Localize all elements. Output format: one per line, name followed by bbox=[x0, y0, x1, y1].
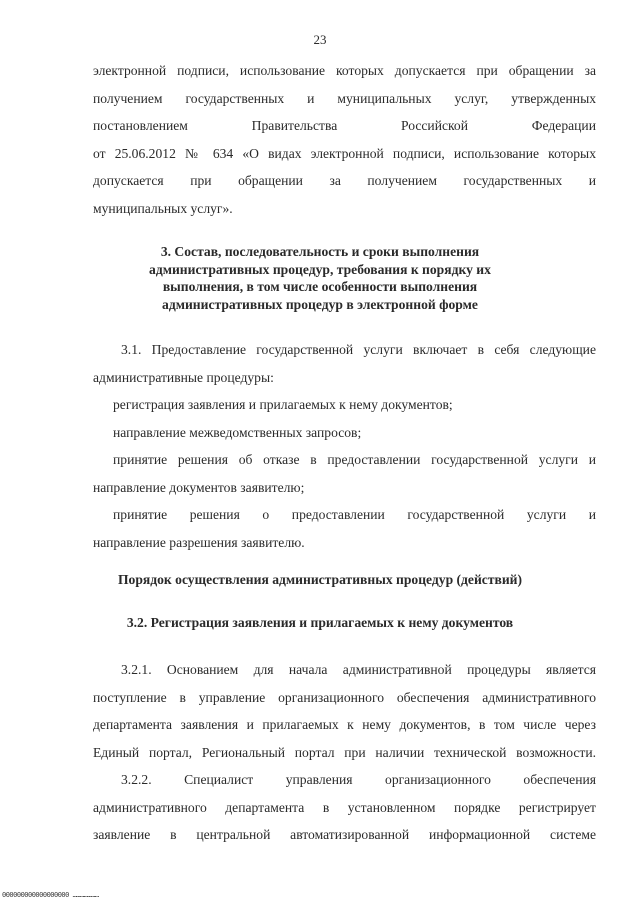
section-3-heading-line: 3. Состав, последовательность и сроки выполнения bbox=[160, 244, 480, 259]
list-item-continuation: направление разрешения заявителю. bbox=[93, 534, 305, 550]
clause-3-1 bbox=[93, 336, 596, 556]
scan-footer-mark: 000000000000000000 ………………… bbox=[2, 891, 99, 899]
intro-line: муниципальных услуг». bbox=[93, 200, 233, 216]
clause-line: 3.1. Предоставление государственной услуги включает в себя следующие bbox=[121, 342, 596, 357]
subsection-3-2-heading bbox=[0, 614, 640, 632]
clause-line: 3.2.1. Основанием для начала административной процедуры является bbox=[121, 662, 596, 677]
intro-line: постановлением Правительства Российской Федерации bbox=[93, 118, 596, 133]
clause-line: административные процедуры: bbox=[93, 369, 274, 385]
list-item-continuation: направление документов заявителю; bbox=[93, 479, 305, 495]
page-number: 23 bbox=[313, 32, 327, 47]
intro-line: от 25.06.2012 № 634 «О видах электронной подписи, использование которых bbox=[93, 145, 596, 161]
clause-line: департамента заявления и прилагаемых к нему документов, в том числе через bbox=[93, 717, 596, 732]
clause-line: заявление в центральной автоматизированной информационной системе bbox=[93, 827, 596, 842]
section-3-heading bbox=[0, 243, 640, 313]
clause-3-2-1 bbox=[93, 656, 596, 766]
section-3-heading-line: административных процедур, требования к порядку их bbox=[149, 261, 491, 277]
clause-3-2-2 bbox=[93, 766, 596, 849]
clause-line: Единый портал, Региональный портал при наличии технической возможности. bbox=[93, 744, 596, 760]
list-item: регистрация заявления и прилагаемых к нему документов; bbox=[113, 397, 453, 412]
list-item: принятие решения о предоставлении государственной услуги и bbox=[113, 507, 596, 522]
intro-line: электронной подписи, использование которых допускается при обращении за bbox=[93, 63, 596, 78]
procedure-heading-text: Порядок осуществления административных процедур (действий) bbox=[117, 572, 523, 587]
procedure-heading bbox=[0, 571, 640, 589]
clause-line: поступление в управление организационного обеспечения административного bbox=[93, 689, 596, 705]
clause-line: административного департамента в установленном порядке регистрирует bbox=[93, 799, 596, 815]
clause-line: 3.2.2. Специалист управления организационного обеспечения bbox=[121, 772, 596, 787]
section-3-heading-line: выполнения, в том числе особенности выполнения bbox=[162, 279, 478, 294]
list-item: направление межведомственных запросов; bbox=[113, 424, 362, 440]
intro-paragraph bbox=[93, 57, 596, 222]
list-item: принятие решения об отказе в предоставлении государственной услуги и bbox=[113, 452, 596, 467]
intro-line: получением государственных и муниципальных услуг, утвержденных bbox=[93, 90, 596, 106]
subsection-3-2-heading-text: 3.2. Регистрация заявления и прилагаемых к нему документов bbox=[126, 615, 514, 630]
intro-line: допускается при обращении за получением государственных и bbox=[93, 173, 596, 188]
section-3-heading-line: административных процедур в электронной форме bbox=[162, 296, 478, 312]
